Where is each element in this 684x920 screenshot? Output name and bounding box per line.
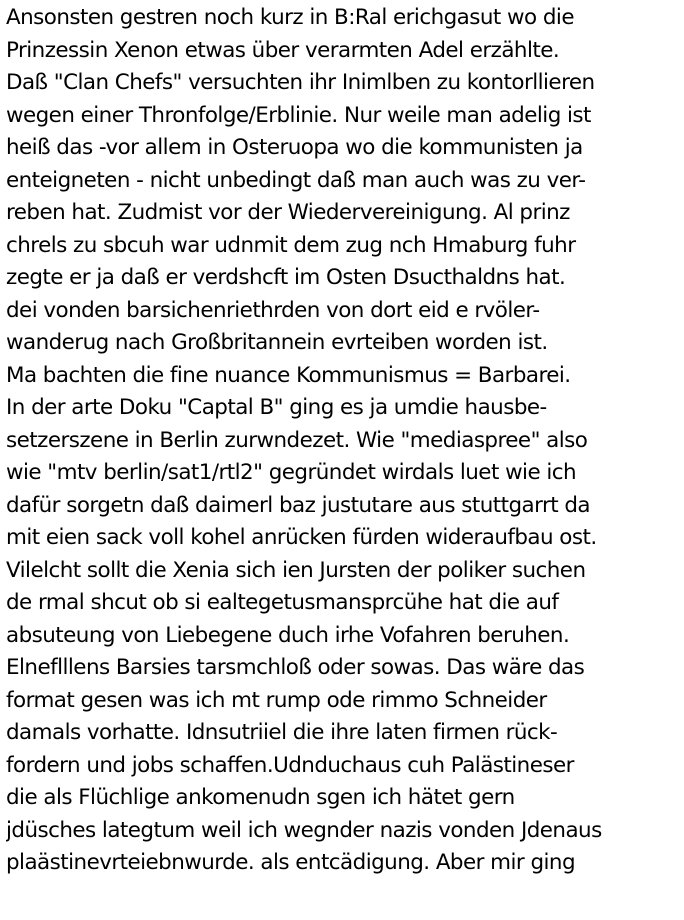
text-line: absuteung von Liebegene duch irhe Vofahren beruhen. [6,622,570,648]
text-line: die als Flüchlige ankomenudn sgen ich hätet gern [6,785,515,810]
text-line: In der arte Doku "Captal B" ging es ja umdie hausbe- [6,395,547,420]
text-line: Ma bachten die fine nuance Kommunismus = Barbarei. [6,362,571,388]
text-line: de rmal shcut ob si ealtegetusmansprcühe hat die auf [6,590,559,615]
text-line: chrels zu sbcuh war udnmit dem zug nch Hmaburg fuhr [6,232,576,258]
text-line: enteigneten - nicht unbedingt daß man auch was zu ver- [6,167,586,193]
text-line: wanderug nach Großbritannein evrteiben worden ist. [6,330,548,355]
text-line: setzerszene in Berlin zurwndezet. Wie "mediaspree" also [6,427,588,453]
text-line: wegen einer Thronfolge/Erblinie. Nur weile man adelig ist [6,102,591,128]
text-line: plaästinevrteiebnwurde. als entcädigung. Aber mir ging [6,850,576,875]
text-line: heiß das -vor allem in Osteruopa wo die kommunisten ja [6,135,583,160]
text-line: dafür sorgetn daß daimerl baz justutare aus stuttgarrt da [6,492,591,518]
text-line: wie "mtv berlin/sat1/rtl2" gegründet wirdals luet wie ich [6,460,577,485]
text-line: zegte er ja daß er verdshcft im Osten Dsucthaldns hat. [6,265,566,290]
text-line: dei vonden barsichenriethrden von dort eid e rvöler- [6,297,540,323]
text-line: Prinzessin Xenon etwas über verarmten Adel erzählte. [6,37,560,63]
document-text [6,2,684,880]
text-line: Ansonsten gestren noch kurz in B:Ral erichgasut wo die [6,5,574,30]
text-line: mit eien sack voll kohel anrücken fürden wideraufbau ost. [6,525,597,550]
text-line: damals vorhatte. Idnsutriiel die ihre laten firmen rück- [6,720,558,745]
text-line: reben hat. Zudmist vor der Wiedervereinigung. Al prinz [6,200,570,225]
text-line: fordern und jobs schaffen.Udnduchaus cuh Palästineser [6,752,574,778]
text-line: format gesen was ich mt rump ode rimmo Schneider [6,687,547,713]
text-line: Elneflllens Barsies tarsmchloß oder sowas. Das wäre das [6,655,585,680]
text-line: Daß "Clan Chefs" versuchten ihr Inimlben zu kontorllieren [6,70,595,95]
text-line: Vilelcht sollt die Xenia sich ien Jursten der poliker suchen [6,557,586,583]
text-line: jdüsches lategtum weil ich wegnder nazis vonden Jdenaus [6,817,602,843]
